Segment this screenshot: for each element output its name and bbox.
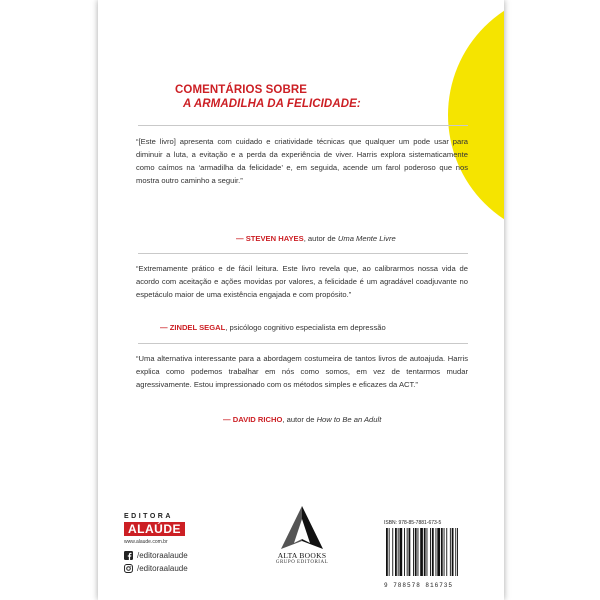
barcode-bar bbox=[452, 528, 454, 576]
barcode-bar bbox=[413, 528, 414, 576]
quote-attribution bbox=[160, 323, 386, 332]
attribution-dash: — bbox=[223, 415, 231, 424]
quote-text: “[Este livro] apresenta com cuidado e criatividade técnicas que qualquer um pode usar para diminuir a luta, a evitação e a perda da experiência de viver. Harris explora sistematicamente como caímos na ‘armadilha da felicidade’ e, em seguida, acende um farol poderoso que nos mostra outro caminho a seguir.” bbox=[136, 137, 468, 185]
publisher-url: www.alaude.com.br bbox=[124, 539, 168, 545]
barcode-bar bbox=[436, 528, 437, 576]
attribution-work: How to Be an Adult bbox=[316, 415, 382, 424]
alta-books-logo bbox=[267, 505, 337, 565]
instagram-text: /editoraalaude bbox=[137, 564, 188, 573]
barcode-bar bbox=[386, 528, 388, 576]
alta-books-logo-icon bbox=[280, 505, 324, 551]
barcode-digits: 9 788578 816735 bbox=[384, 582, 454, 589]
barcode-bar bbox=[424, 528, 426, 576]
yellow-circle-decoration bbox=[448, 0, 504, 240]
attribution-role: , autor de bbox=[303, 234, 338, 243]
barcode bbox=[384, 520, 480, 588]
barcode-bar bbox=[430, 528, 431, 576]
heading-line-2: A ARMADILHA DA FELICIDADE: bbox=[183, 98, 361, 110]
quote-attribution bbox=[236, 234, 396, 243]
barcode-bar bbox=[409, 528, 411, 576]
barcode-bar bbox=[420, 528, 423, 576]
barcode-bar bbox=[444, 528, 445, 576]
barcode-bar bbox=[400, 528, 403, 576]
barcode-bar bbox=[450, 528, 451, 576]
logo-editora: EDITORA bbox=[124, 513, 173, 520]
barcode-bar bbox=[432, 528, 434, 576]
barcode-bar bbox=[392, 528, 393, 576]
attribution-person: STEVEN HAYES bbox=[245, 234, 304, 243]
barcode-bar bbox=[415, 528, 417, 576]
facebook-icon bbox=[124, 551, 133, 560]
facebook-handle bbox=[124, 551, 188, 560]
barcode-bar bbox=[446, 528, 447, 576]
barcode-icon bbox=[384, 528, 480, 576]
attribution-person: DAVID RICHO bbox=[232, 415, 283, 424]
book-back-cover bbox=[98, 0, 504, 600]
barcode-bar bbox=[457, 528, 458, 576]
logo-alaude: ALAÚDE bbox=[124, 522, 185, 536]
alta-books-name: ALTA BOOKS bbox=[277, 551, 327, 560]
instagram-icon bbox=[124, 564, 133, 573]
attribution-person: ZINDEL SEGAL bbox=[169, 323, 226, 332]
instagram-handle bbox=[124, 564, 188, 573]
barcode-bar bbox=[398, 528, 399, 576]
alta-books-sub: GRUPO EDITORIAL bbox=[275, 560, 329, 565]
heading-line-1: COMENTÁRIOS SOBRE bbox=[175, 84, 308, 96]
barcode-bar bbox=[407, 528, 408, 576]
barcode-bar bbox=[395, 528, 397, 576]
attribution-role: , psicólogo cognitivo especialista em depressão bbox=[225, 323, 386, 332]
barcode-bar bbox=[437, 528, 440, 576]
quote-text: “Uma alternativa interessante para a abordagem costumeira de tantos livros de autoajuda. Harris explica como podemos trabalhar em nós como somos, em vez de tentarmos mudar agressivamente. Estou impressionado com os métodos simples e eficazes da ACT.” bbox=[136, 354, 468, 389]
barcode-bar bbox=[427, 528, 428, 576]
barcode-bar bbox=[441, 528, 443, 576]
barcode-bar bbox=[389, 528, 390, 576]
reviews-heading bbox=[175, 83, 361, 111]
isbn-text: ISBN: 978-85-7881-673-5 bbox=[384, 520, 442, 526]
alaude-logo bbox=[124, 513, 185, 545]
barcode-bar bbox=[418, 528, 419, 576]
divider bbox=[138, 253, 468, 254]
attribution-work: Uma Mente Livre bbox=[337, 234, 396, 243]
divider bbox=[138, 343, 468, 344]
facebook-text: /editoraalaude bbox=[137, 551, 188, 560]
attribution-role: , autor de bbox=[282, 415, 317, 424]
barcode-bar bbox=[455, 528, 456, 576]
quote-text: “Extremamente prático e de fácil leitura. Este livro revela que, ao calibrarmos nossa vida de acordo com aceitação e ações movidas por valores, a felicidade é um agradável coadjuvante no espetáculo maior de uma existência engajada e com propósito.” bbox=[136, 264, 468, 299]
barcode-bar bbox=[404, 528, 405, 576]
attribution-dash: — bbox=[160, 323, 168, 332]
quote-attribution bbox=[223, 415, 381, 424]
divider bbox=[138, 125, 468, 126]
attribution-dash: — bbox=[236, 234, 244, 243]
